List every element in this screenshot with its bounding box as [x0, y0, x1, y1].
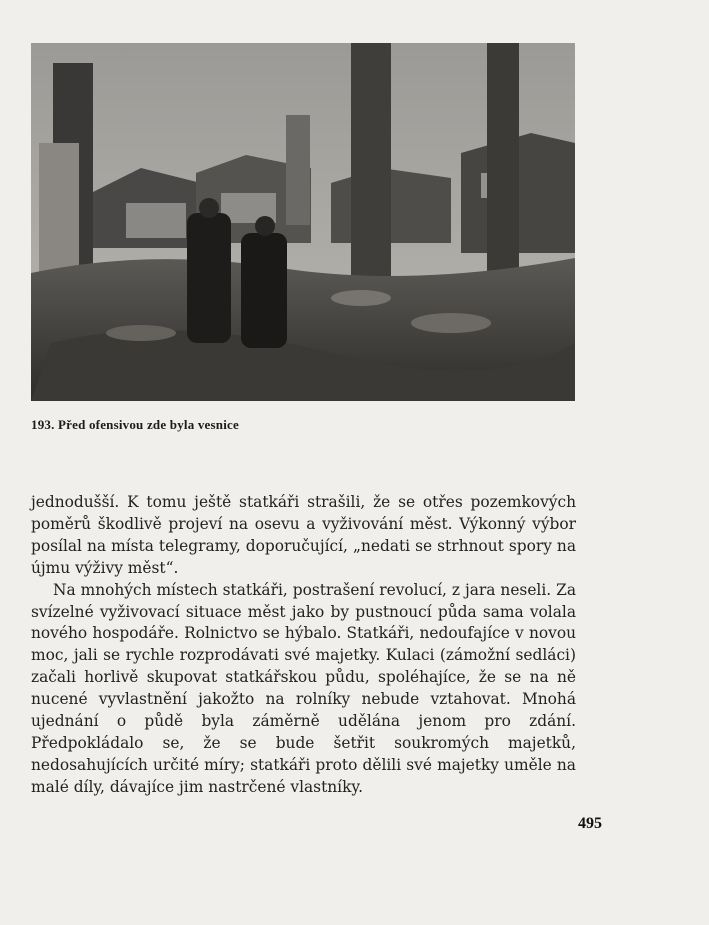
photo-illustration	[31, 43, 575, 401]
paragraph-2: Na mnohých místech statkáři, postrašení revolucí, z jara neseli. Za svízelné vyživovací situace měst jako by pustnoucí půda sama volala nového hospodáře. Rolnictvo se hýbalo. Statkáři, nedoufajíce v novou moc, jali se rychle rozprodávati své majetky. Kulaci (zámožní sedláci) začali horlivě skupovat statkářskou půdu, spoléhajíce, že se na ně nucené vyvlastnění jakožto na rolníky nebude vztahovat. Mnohá ujednání o půdě byla záměrně udělána jenom pro zdání. Předpokládalo se, že se bude šetřit soukromých majetků, nedosahujících určité míry; statkáři proto dělili své majetky uměle na malé díly, dávajíce jim nastrčené vlastníky.	[31, 580, 576, 796]
page-number: 495	[578, 815, 602, 832]
paragraph-1: jednodušší. K tomu ještě statkáři strašili, že se otřes pozemkových poměrů škodlivě projeví na osevu a vyživování měst. Výkonný výbor posílal na místa telegramy, doporučující, „nedati se strhnout spory na újmu výživy měst“.	[31, 493, 576, 577]
body-text	[31, 492, 576, 799]
ruined-village-photo	[31, 43, 575, 401]
figure-caption: 193. Před ofensivou zde byla vesnice	[31, 417, 239, 432]
